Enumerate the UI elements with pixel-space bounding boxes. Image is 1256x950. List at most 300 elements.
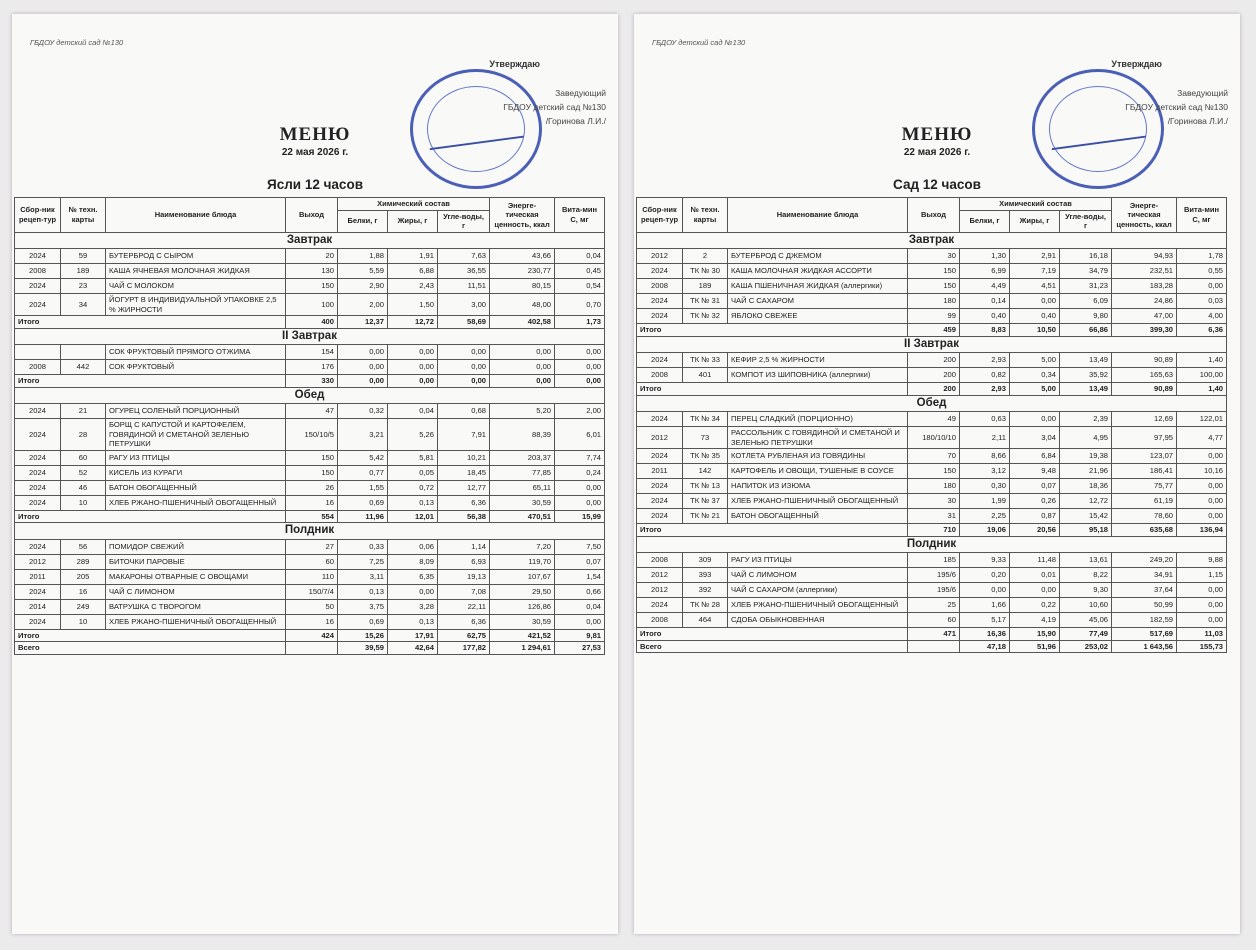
org-name: ГБДОУ детский сад №130 <box>30 38 124 47</box>
table-cell: ЧАЙ С САХАРОМ (аллергики) <box>728 583 908 598</box>
table-cell: 31 <box>908 509 960 524</box>
table-row <box>637 449 1227 464</box>
table-cell: 1,14 <box>438 539 490 554</box>
table-cell: 6,93 <box>438 554 490 569</box>
table-cell: 0,00 <box>1010 294 1060 309</box>
table-row <box>637 279 1227 294</box>
table-cell: 0,00 <box>388 360 438 375</box>
total-cell: 421,52 <box>490 629 555 642</box>
table-cell: 20 <box>286 249 338 264</box>
table-cell: КОМПОТ ИЗ ШИПОВНИКА (аллергики) <box>728 368 908 383</box>
table-cell <box>15 345 61 360</box>
table-cell: ЙОГУРТ В ИНДИВИДУАЛЬНОЙ УПАКОВКЕ 2,5 % ЖИРНОСТИ <box>106 294 286 316</box>
table-cell: 60 <box>908 613 960 628</box>
table-cell: 0,04 <box>555 249 605 264</box>
table-cell: ТК № 34 <box>683 412 728 427</box>
table-cell: 6,84 <box>1010 449 1060 464</box>
col-header-sbornik: Сбор-ник рецеп-тур <box>637 198 683 233</box>
table-cell: 0,87 <box>1010 509 1060 524</box>
table-cell: 2,00 <box>555 404 605 419</box>
total-label: Итого <box>15 375 286 388</box>
table-cell: 0,14 <box>960 294 1010 309</box>
grand-total-cell: 27,53 <box>555 642 605 655</box>
table-cell: 110 <box>286 569 338 584</box>
table-cell: МАКАРОНЫ ОТВАРНЫЕ С ОВОЩАМИ <box>106 569 286 584</box>
table-cell: 2,93 <box>960 353 1010 368</box>
table-cell: 183,28 <box>1112 279 1177 294</box>
table-cell: 0,00 <box>1177 494 1227 509</box>
table-cell: 0,04 <box>555 599 605 614</box>
table-cell: 2024 <box>15 279 61 294</box>
table-cell: 3,11 <box>338 569 388 584</box>
table-cell: 2024 <box>637 294 683 309</box>
table-cell: 0,00 <box>555 360 605 375</box>
table-cell: 97,95 <box>1112 427 1177 449</box>
table-cell: 165,63 <box>1112 368 1177 383</box>
table-cell: 24,86 <box>1112 294 1177 309</box>
table-cell: 180/10/10 <box>908 427 960 449</box>
grand-total-cell: 1 643,56 <box>1112 640 1177 653</box>
table-cell: 13,61 <box>1060 553 1112 568</box>
table-cell: 47 <box>286 404 338 419</box>
table-cell: 2,00 <box>338 294 388 316</box>
table-cell: 7,50 <box>555 539 605 554</box>
table-cell: БАТОН ОБОГАЩЕННЫЙ <box>728 509 908 524</box>
table-cell: 16,18 <box>1060 249 1112 264</box>
table-cell: 0,69 <box>338 614 388 629</box>
table-cell: 3,04 <box>1010 427 1060 449</box>
table-cell: 5,00 <box>1010 353 1060 368</box>
table-cell: 9,80 <box>1060 309 1112 324</box>
table-cell: 16 <box>286 614 338 629</box>
col-header-carbs: Угле-воды, г <box>1060 210 1112 232</box>
table-cell: 2024 <box>637 309 683 324</box>
table-row <box>15 554 605 569</box>
grand-total-row <box>15 642 605 655</box>
section-row <box>637 232 1227 249</box>
total-cell: 0,00 <box>338 375 388 388</box>
table-cell: 123,07 <box>1112 449 1177 464</box>
table-cell: 309 <box>683 553 728 568</box>
table-cell: 5,26 <box>388 419 438 451</box>
col-header-output: Выход <box>286 198 338 233</box>
total-label: Итого <box>15 316 286 329</box>
table-cell: 60 <box>61 450 106 465</box>
table-cell: 2024 <box>15 404 61 419</box>
total-cell: 0,00 <box>555 375 605 388</box>
total-label: Итого <box>637 628 908 641</box>
table-cell: 2024 <box>15 584 61 599</box>
table-cell: 1,88 <box>338 249 388 264</box>
table-cell: 150 <box>908 264 960 279</box>
table-row <box>637 583 1227 598</box>
col-header-protein: Белки, г <box>338 210 388 232</box>
table-cell: 2024 <box>15 480 61 495</box>
table-row <box>15 279 605 294</box>
table-cell: 0,00 <box>1177 279 1227 294</box>
menu-table <box>14 197 605 655</box>
total-row <box>637 524 1227 537</box>
col-header-vit: Вита-мин С, мг <box>1177 198 1227 233</box>
table-cell: 150 <box>908 464 960 479</box>
col-header-energy: Энерге-тическая ценность, ккал <box>490 198 555 233</box>
table-cell: 50 <box>286 599 338 614</box>
section-title: Полдник <box>637 536 1227 553</box>
table-cell: 195/6 <box>908 568 960 583</box>
table-cell: ХЛЕБ РЖАНО-ПШЕНИЧНЫЙ ОБОГАЩЕННЫЙ <box>106 495 286 510</box>
table-cell: ХЛЕБ РЖАНО-ПШЕНИЧНЫЙ ОБОГАЩЕННЫЙ <box>728 494 908 509</box>
table-cell: 4,95 <box>1060 427 1112 449</box>
col-header-sbornik: Сбор-ник рецеп-тур <box>15 198 61 233</box>
table-cell: 13,49 <box>1060 353 1112 368</box>
section-row <box>15 523 605 540</box>
table-cell: 61,19 <box>1112 494 1177 509</box>
table-row <box>637 509 1227 524</box>
table-cell: 6,36 <box>438 495 490 510</box>
table-cell: 30,59 <box>490 495 555 510</box>
col-header-protein: Белки, г <box>960 210 1010 232</box>
total-cell: 710 <box>908 524 960 537</box>
menu-date: 22 мая 2026 г. <box>281 147 349 158</box>
total-cell: 16,36 <box>960 628 1010 641</box>
table-cell: 180 <box>908 479 960 494</box>
table-cell: 28 <box>61 419 106 451</box>
table-cell: 0,00 <box>1177 509 1227 524</box>
table-cell: 30 <box>908 249 960 264</box>
approver-position: Заведующий <box>555 88 606 98</box>
header-row <box>637 198 1227 211</box>
col-header-chem: Химический состав <box>338 198 490 211</box>
grand-total-cell: 1 294,61 <box>490 642 555 655</box>
table-cell: 6,36 <box>438 614 490 629</box>
total-cell: 15,90 <box>1010 628 1060 641</box>
total-cell: 5,00 <box>1010 383 1060 396</box>
table-cell: 9,33 <box>960 553 1010 568</box>
table-cell: КЕФИР 2,5 % ЖИРНОСТИ <box>728 353 908 368</box>
total-cell: 554 <box>286 510 338 523</box>
table-cell: 107,67 <box>490 569 555 584</box>
table-cell: 0,00 <box>555 480 605 495</box>
table-cell: 90,89 <box>1112 353 1177 368</box>
total-label: Итого <box>15 510 286 523</box>
table-cell: 176 <box>286 360 338 375</box>
approver-org: ГБДОУ детский сад №130 <box>503 102 606 112</box>
table-cell: 0,00 <box>338 345 388 360</box>
table-cell: 0,34 <box>1010 368 1060 383</box>
menu-subtitle: Сад 12 часов <box>893 177 981 192</box>
total-cell: 459 <box>908 324 960 337</box>
table-cell: ТК № 28 <box>683 598 728 613</box>
table-cell: 0,00 <box>438 360 490 375</box>
table-cell: 4,51 <box>1010 279 1060 294</box>
table-cell: 7,25 <box>338 554 388 569</box>
grand-total-cell: 51,96 <box>1010 640 1060 653</box>
table-cell: 2,43 <box>388 279 438 294</box>
table-cell: 249 <box>61 599 106 614</box>
table-cell: 27 <box>286 539 338 554</box>
table-row <box>637 553 1227 568</box>
table-cell: 43,66 <box>490 249 555 264</box>
table-cell: 0,40 <box>960 309 1010 324</box>
total-cell: 77,49 <box>1060 628 1112 641</box>
total-cell: 58,69 <box>438 316 490 329</box>
table-cell: 289 <box>61 554 106 569</box>
table-cell: 16 <box>61 584 106 599</box>
table-row <box>15 614 605 629</box>
table-cell: 154 <box>286 345 338 360</box>
col-header-vit: Вита-мин С, мг <box>555 198 605 233</box>
table-cell: 130 <box>286 264 338 279</box>
table-cell: 0,04 <box>388 404 438 419</box>
table-cell: 10 <box>61 614 106 629</box>
table-cell: ПОМИДОР СВЕЖИЙ <box>106 539 286 554</box>
table-row <box>637 294 1227 309</box>
table-cell: 94,93 <box>1112 249 1177 264</box>
table-row <box>15 345 605 360</box>
total-cell: 136,94 <box>1177 524 1227 537</box>
total-cell: 15,99 <box>555 510 605 523</box>
table-cell: 15,42 <box>1060 509 1112 524</box>
table-cell: 35,92 <box>1060 368 1112 383</box>
grand-total-cell: 155,73 <box>1177 640 1227 653</box>
total-cell: 15,26 <box>338 629 388 642</box>
table-cell: 7,91 <box>438 419 490 451</box>
table-cell: 18,45 <box>438 465 490 480</box>
table-row <box>15 569 605 584</box>
grand-total-cell: 253,02 <box>1060 640 1112 653</box>
table-cell: 0,40 <box>1010 309 1060 324</box>
table-cell: 189 <box>683 279 728 294</box>
menu-sheet-right <box>634 14 1240 934</box>
table-row <box>15 480 605 495</box>
section-row <box>637 395 1227 412</box>
table-cell: 7,19 <box>1010 264 1060 279</box>
table-cell: 3,12 <box>960 464 1010 479</box>
table-cell: 2024 <box>15 465 61 480</box>
table-cell: 2024 <box>637 412 683 427</box>
table-cell: 1,50 <box>388 294 438 316</box>
table-cell: КАША ПШЕНИЧНАЯ ЖИДКАЯ (аллергики) <box>728 279 908 294</box>
col-header-energy: Энерге-тическая ценность, ккал <box>1112 198 1177 233</box>
total-cell: 517,69 <box>1112 628 1177 641</box>
total-row <box>637 383 1227 396</box>
table-cell: 2011 <box>637 464 683 479</box>
table-cell: ТК № 35 <box>683 449 728 464</box>
table-row <box>637 494 1227 509</box>
table-cell: 232,51 <box>1112 264 1177 279</box>
table-cell: 0,26 <box>1010 494 1060 509</box>
table-cell: 119,70 <box>490 554 555 569</box>
table-cell: 0,00 <box>1177 479 1227 494</box>
table-cell: 0,24 <box>555 465 605 480</box>
table-cell: 393 <box>683 568 728 583</box>
table-cell: 4,00 <box>1177 309 1227 324</box>
table-cell: 2024 <box>637 598 683 613</box>
table-cell: 1,40 <box>1177 353 1227 368</box>
table-cell: 26 <box>286 480 338 495</box>
table-cell: 2024 <box>15 614 61 629</box>
total-cell: 11,96 <box>338 510 388 523</box>
table-cell: 8,09 <box>388 554 438 569</box>
section-row <box>637 336 1227 353</box>
total-cell: 400 <box>286 316 338 329</box>
approver-name: /Горинова Л.И./ <box>545 116 606 126</box>
table-cell: 0,05 <box>388 465 438 480</box>
table-cell: 2024 <box>637 449 683 464</box>
table-cell: 0,00 <box>1010 583 1060 598</box>
table-row <box>15 584 605 599</box>
table-cell: 34 <box>61 294 106 316</box>
table-cell: БИТОЧКИ ПАРОВЫЕ <box>106 554 286 569</box>
header-row <box>15 198 605 211</box>
total-label: Итого <box>15 629 286 642</box>
table-cell: ТК № 32 <box>683 309 728 324</box>
table-cell: 0,00 <box>490 345 555 360</box>
table-cell: 22,11 <box>438 599 490 614</box>
table-cell: 21 <box>61 404 106 419</box>
table-cell: 122,01 <box>1177 412 1227 427</box>
table-cell: 49 <box>908 412 960 427</box>
table-cell: ВАТРУШКА С ТВОРОГОМ <box>106 599 286 614</box>
table-cell: 70 <box>908 449 960 464</box>
table-cell: 2024 <box>637 264 683 279</box>
table-cell: 6,35 <box>388 569 438 584</box>
table-cell: 0,33 <box>338 539 388 554</box>
table-cell: 3,28 <box>388 599 438 614</box>
table-cell <box>61 345 106 360</box>
table-cell: НАПИТОК ИЗ ИЗЮМА <box>728 479 908 494</box>
total-cell: 0,00 <box>438 375 490 388</box>
approve-label: Утверждаю <box>1111 59 1162 69</box>
section-row <box>15 328 605 345</box>
table-cell: 25 <box>908 598 960 613</box>
table-cell: БУТЕРБРОД С СЫРОМ <box>106 249 286 264</box>
table-row <box>637 613 1227 628</box>
table-cell: 2008 <box>637 613 683 628</box>
table-cell: 10,16 <box>1177 464 1227 479</box>
table-cell: 3,75 <box>338 599 388 614</box>
table-cell: 0,54 <box>555 279 605 294</box>
table-cell: 2008 <box>15 360 61 375</box>
total-row <box>637 628 1227 641</box>
table-cell: 99 <box>908 309 960 324</box>
table-cell: СОК ФРУКТОВЫЙ <box>106 360 286 375</box>
table-row <box>637 598 1227 613</box>
total-cell: 10,50 <box>1010 324 1060 337</box>
table-cell: 0,72 <box>388 480 438 495</box>
total-label: Итого <box>637 324 908 337</box>
table-cell: 2,25 <box>960 509 1010 524</box>
table-cell: 0,66 <box>555 584 605 599</box>
table-cell: 31,23 <box>1060 279 1112 294</box>
table-cell: 1,30 <box>960 249 1010 264</box>
table-cell: 200 <box>908 368 960 383</box>
table-cell: ОГУРЕЦ СОЛЕНЫЙ ПОРЦИОННЫЙ <box>106 404 286 419</box>
table-cell: СОК ФРУКТОВЫЙ ПРЯМОГО ОТЖИМА <box>106 345 286 360</box>
table-cell: 6,09 <box>1060 294 1112 309</box>
grand-total-cell <box>286 642 338 655</box>
table-cell: 1,78 <box>1177 249 1227 264</box>
table-cell: 36,55 <box>438 264 490 279</box>
table-cell: 56 <box>61 539 106 554</box>
col-header-carbs: Угле-воды, г <box>438 210 490 232</box>
table-cell: 2012 <box>637 427 683 449</box>
table-row <box>637 353 1227 368</box>
table-cell: 0,00 <box>490 360 555 375</box>
table-row <box>637 264 1227 279</box>
grand-total-label: Всего <box>637 640 908 653</box>
table-row <box>637 479 1227 494</box>
table-cell: 5,81 <box>388 450 438 465</box>
table-cell: 2012 <box>637 568 683 583</box>
table-cell: 2024 <box>15 294 61 316</box>
table-cell: 37,64 <box>1112 583 1177 598</box>
table-cell: 2,39 <box>1060 412 1112 427</box>
section-title: II Завтрак <box>637 336 1227 353</box>
table-cell: 18,36 <box>1060 479 1112 494</box>
table-row <box>637 464 1227 479</box>
table-cell: 48,00 <box>490 294 555 316</box>
table-cell: ХЛЕБ РЖАНО-ПШЕНИЧНЫЙ ОБОГАЩЕННЫЙ <box>728 598 908 613</box>
table-cell: 9,48 <box>1010 464 1060 479</box>
table-cell: 142 <box>683 464 728 479</box>
total-row <box>15 375 605 388</box>
table-cell: РАГУ ИЗ ПТИЦЫ <box>106 450 286 465</box>
table-cell: 2014 <box>15 599 61 614</box>
table-cell: 0,55 <box>1177 264 1227 279</box>
section-title: II Завтрак <box>15 328 605 345</box>
section-title: Завтрак <box>15 232 605 249</box>
grand-total-cell: 39,59 <box>338 642 388 655</box>
table-cell: 2024 <box>637 479 683 494</box>
total-cell: 56,38 <box>438 510 490 523</box>
table-cell: 2 <box>683 249 728 264</box>
table-cell: 5,17 <box>960 613 1010 628</box>
table-cell: 0,00 <box>338 360 388 375</box>
table-row <box>15 419 605 451</box>
table-cell: 2011 <box>15 569 61 584</box>
table-cell: 7,63 <box>438 249 490 264</box>
total-cell: 90,89 <box>1112 383 1177 396</box>
approver-position: Заведующий <box>1177 88 1228 98</box>
table-cell: 30 <box>908 494 960 509</box>
table-cell: 203,37 <box>490 450 555 465</box>
table-cell: 78,60 <box>1112 509 1177 524</box>
table-cell: 1,99 <box>960 494 1010 509</box>
table-cell: ЧАЙ С САХАРОМ <box>728 294 908 309</box>
table-cell: 19,13 <box>438 569 490 584</box>
table-cell: БАТОН ОБОГАЩЕННЫЙ <box>106 480 286 495</box>
table-cell: 0,00 <box>960 583 1010 598</box>
table-cell: 10,60 <box>1060 598 1112 613</box>
menu-date: 22 мая 2026 г. <box>903 147 971 158</box>
total-cell: 1,40 <box>1177 383 1227 396</box>
grand-total-cell: 47,18 <box>960 640 1010 653</box>
table-cell: 0,63 <box>960 412 1010 427</box>
approver-name: /Горинова Л.И./ <box>1167 116 1228 126</box>
table-row <box>637 427 1227 449</box>
table-cell: 6,88 <box>388 264 438 279</box>
section-row <box>15 387 605 404</box>
table-cell: 2024 <box>637 353 683 368</box>
table-cell: 16 <box>286 495 338 510</box>
total-cell: 399,30 <box>1112 324 1177 337</box>
table-cell: 230,77 <box>490 264 555 279</box>
section-row <box>637 536 1227 553</box>
table-cell: 150 <box>286 450 338 465</box>
table-cell: 4,19 <box>1010 613 1060 628</box>
table-cell: 80,15 <box>490 279 555 294</box>
